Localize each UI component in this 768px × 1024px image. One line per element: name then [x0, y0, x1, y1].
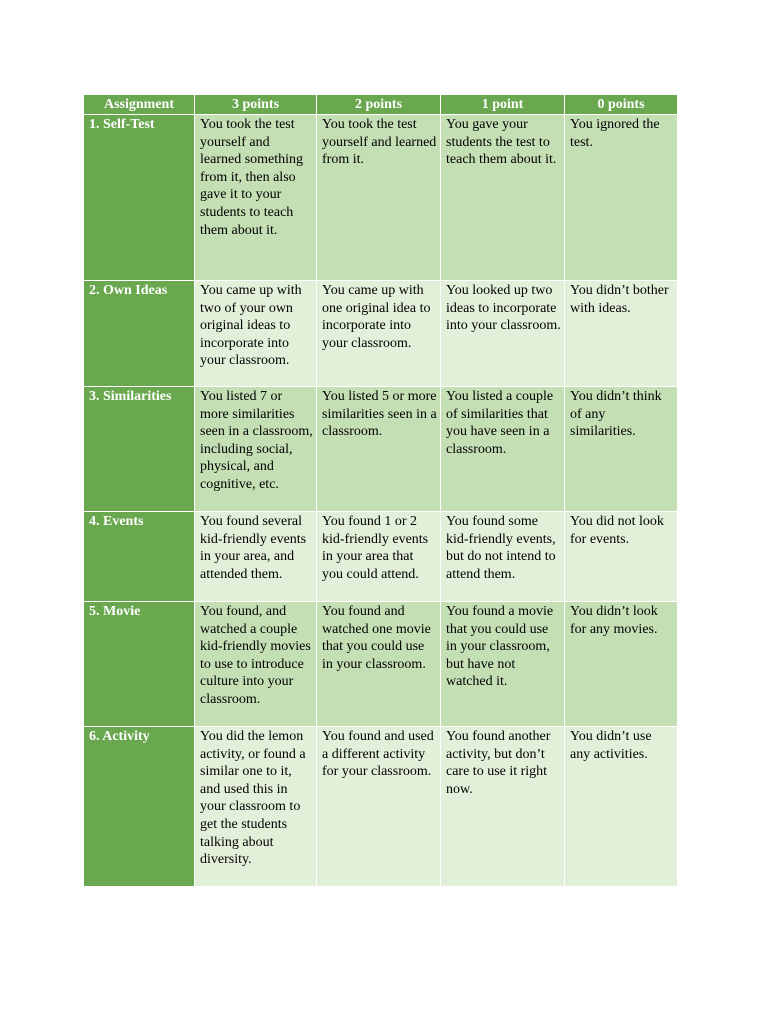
table-cell: You ignored the test.: [565, 115, 678, 281]
table-cell: You didn’t bother with ideas.: [565, 281, 678, 387]
rubric-header: [84, 95, 678, 115]
table-cell: You listed 5 or more similarities seen in a classroom.: [317, 387, 441, 512]
table-cell: You found and used a different activity for your classroom.: [317, 727, 441, 887]
assignment-label: 4. Events: [84, 512, 195, 602]
header-assignment: Assignment: [84, 95, 195, 115]
assignment-label: 2. Own Ideas: [84, 281, 195, 387]
table-row: [84, 115, 678, 281]
assignment-label: 3. Similarities: [84, 387, 195, 512]
header-2-points: 2 points: [317, 95, 441, 115]
table-cell: You found and watched one movie that you could use in your classroom.: [317, 602, 441, 727]
table-cell: You took the test yourself and learned something from it, then also gave it to your students to teach them about it.: [195, 115, 317, 281]
table-cell: You did not look for events.: [565, 512, 678, 602]
table-row: [84, 512, 678, 602]
table-row: [84, 727, 678, 887]
table-cell: You didn’t use any activities.: [565, 727, 678, 887]
header-row: [84, 95, 678, 115]
table-row: [84, 387, 678, 512]
header-1-point: 1 point: [441, 95, 565, 115]
table-cell: You didn’t think of any similarities.: [565, 387, 678, 512]
assignment-label: 1. Self-Test: [84, 115, 195, 281]
assignment-label: 5. Movie: [84, 602, 195, 727]
table-cell: You didn’t look for any movies.: [565, 602, 678, 727]
table-cell: You came up with two of your own original ideas to incorporate into your classroom.: [195, 281, 317, 387]
assignment-label: 6. Activity: [84, 727, 195, 887]
table-cell: You took the test yourself and learned from it.: [317, 115, 441, 281]
table-cell: You listed a couple of similarities that you have seen in a classroom.: [441, 387, 565, 512]
table-cell: You found some kid-friendly events, but do not intend to attend them.: [441, 512, 565, 602]
header-0-points: 0 points: [565, 95, 678, 115]
table-cell: You found another activity, but don’t care to use it right now.: [441, 727, 565, 887]
table-cell: You found, and watched a couple kid-friendly movies to use to introduce culture into your classroom.: [195, 602, 317, 727]
table-row: [84, 281, 678, 387]
table-cell: You looked up two ideas to incorporate into your classroom.: [441, 281, 565, 387]
rubric-body: [84, 115, 678, 887]
header-3-points: 3 points: [195, 95, 317, 115]
table-cell: You found a movie that you could use in your classroom, but have not watched it.: [441, 602, 565, 727]
table-cell: You found 1 or 2 kid-friendly events in your area that you could attend.: [317, 512, 441, 602]
table-cell: You gave your students the test to teach them about it.: [441, 115, 565, 281]
table-row: [84, 602, 678, 727]
table-cell: You came up with one original idea to incorporate into your classroom.: [317, 281, 441, 387]
table-cell: You listed 7 or more similarities seen in a classroom, including social, physical, and cognitive, etc.: [195, 387, 317, 512]
rubric-table: [83, 94, 678, 887]
table-cell: You found several kid-friendly events in your area, and attended them.: [195, 512, 317, 602]
table-cell: You did the lemon activity, or found a similar one to it, and used this in your classroom to get the students talking about diversity.: [195, 727, 317, 887]
